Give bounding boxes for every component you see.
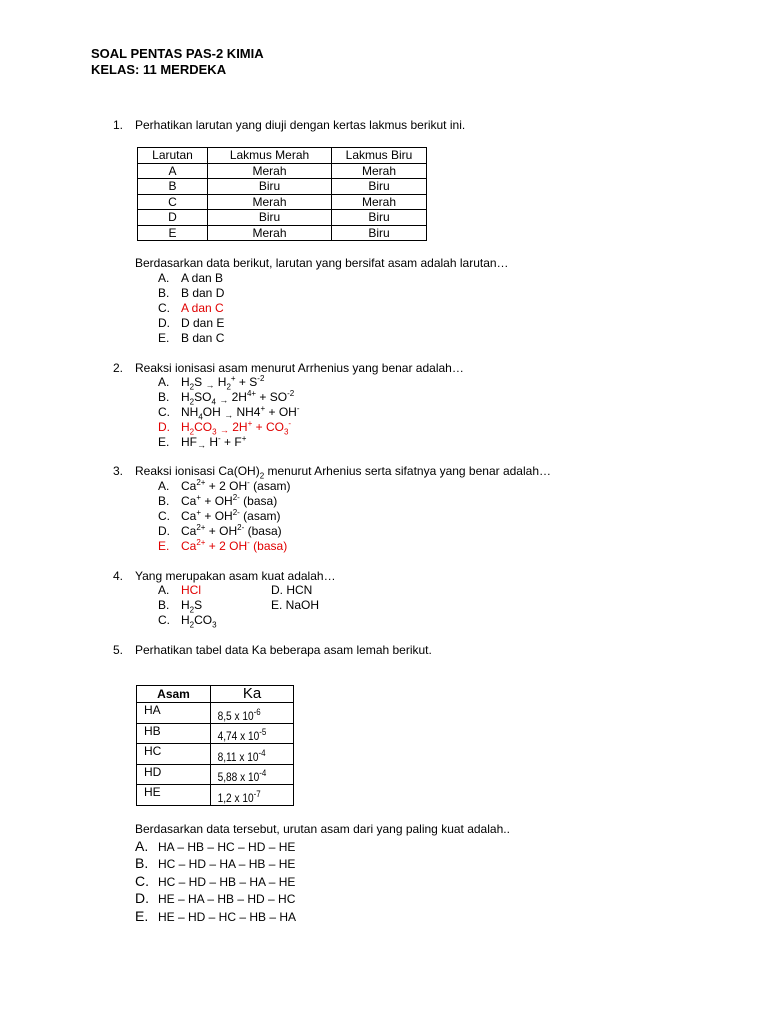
option-letter: A.: [158, 375, 170, 389]
option-letter: E.: [158, 331, 170, 345]
table-header: Lakmus Merah: [208, 148, 332, 164]
question-number: 2.: [113, 361, 124, 375]
litmus-table: [137, 147, 427, 241]
option-a: [0, 375, 768, 390]
ka-value: 8,11 x 10: [217, 751, 258, 764]
option-letter: C.: [158, 509, 170, 523]
table-cell: [211, 744, 284, 765]
table-cell: [211, 785, 284, 806]
table-row: [137, 703, 294, 724]
table-row: [137, 785, 294, 806]
option-c: [0, 509, 768, 524]
question-3: [0, 464, 768, 480]
option-equation: HF→ H- + F+: [181, 434, 247, 450]
question-text-part: menurut Arhenius serta sifatnya yang benar adalah…: [264, 464, 551, 478]
option-e: [0, 331, 768, 346]
table-cell: Biru: [332, 179, 427, 195]
option-equation: $Ca^+ + OH^{2-}$ (asam): [181, 508, 281, 523]
ka-exponent: -5: [258, 727, 266, 738]
option-b: [0, 390, 768, 405]
option-c: [0, 613, 768, 628]
option-text: $H_2CO_3$: [181, 613, 217, 630]
option-text: A dan B: [181, 271, 224, 285]
option-letter: A.: [158, 583, 170, 597]
option-text-part: H: [181, 613, 190, 627]
option-letter: A.: [135, 838, 149, 854]
table-header: Lakmus Biru: [332, 148, 427, 164]
option-text: HE – HD – HC – HB – HA: [158, 910, 297, 924]
table-row: [138, 163, 427, 179]
table-cell: Biru: [208, 210, 332, 226]
option-text: HE – HA – HB – HD – HC: [158, 892, 296, 906]
table-cell: B: [138, 179, 208, 195]
table-cell: A: [138, 163, 208, 179]
table-row: [138, 210, 427, 226]
table-cell: Merah: [332, 163, 427, 179]
option-c: [0, 405, 768, 420]
question-number: 3.: [113, 464, 124, 478]
question-5: [0, 643, 768, 659]
option-equation: $H_2SO_4 \to 2H^{4+} + SO^{-2}$: [181, 389, 295, 407]
table-header-row: [137, 686, 294, 703]
class-label: KELAS: 11 MERDEKA: [91, 62, 227, 77]
option-d: [0, 892, 768, 909]
ka-value: 5,88 x 10: [217, 772, 259, 784]
option-e: [0, 539, 768, 554]
option-text-answer: A dan C: [181, 301, 224, 315]
question-text: Yang merupakan asam kuat adalah…: [135, 569, 336, 583]
option-label: (asam): [253, 479, 291, 493]
table-cell: HA: [137, 703, 211, 724]
question-number: 1.: [113, 118, 124, 132]
option-a: [0, 583, 768, 598]
question-number: 5.: [113, 643, 124, 657]
table-cell: D: [138, 210, 208, 226]
option-b: [0, 286, 768, 301]
option-letter: B.: [135, 855, 149, 871]
option-letter: A.: [158, 271, 170, 285]
option-text: HA – HB – HC – HD – HE: [158, 840, 296, 854]
option-c: [0, 301, 768, 316]
option-letter: E.: [135, 908, 149, 924]
table-row: [137, 744, 294, 765]
option-e-text: E. NaOH: [271, 598, 320, 612]
option-a: [0, 479, 768, 494]
option-text-part: H: [181, 598, 190, 612]
table-header: Asam: [137, 686, 211, 703]
option-letter: D.: [158, 420, 170, 434]
option-letter: C.: [158, 405, 170, 419]
option-label: (basa): [253, 539, 288, 553]
option-letter: E.: [158, 539, 170, 553]
table-cell: HD: [137, 764, 211, 785]
option-letter: B.: [158, 598, 170, 612]
table-cell: HC: [137, 744, 211, 765]
table-cell: Biru: [332, 225, 427, 241]
option-letter: B.: [158, 390, 170, 404]
ka-value: 4,74 x 10: [217, 731, 259, 743]
option-d-text: D. HCN: [271, 583, 313, 597]
ka-value: 1,2 x 10: [217, 792, 254, 805]
ka-exponent: -7: [253, 788, 261, 799]
table-cell: E: [138, 225, 208, 241]
table-cell: Merah: [208, 163, 332, 179]
table-cell: [211, 703, 284, 724]
option-d: [0, 420, 768, 435]
table-row: [137, 723, 294, 744]
option-text: $H_2S$: [181, 598, 203, 615]
table-cell: Merah: [332, 194, 427, 210]
option-d: [0, 316, 768, 331]
question-text: Reaksi ionisasi asam menurut Arrhenius yang benar adalah…: [135, 361, 464, 375]
option-label: (asam): [243, 509, 281, 523]
table-cell: HE: [137, 785, 211, 806]
question-1: [0, 118, 768, 134]
table-cell: Biru: [332, 210, 427, 226]
option-e: [0, 435, 768, 450]
question-prompt: Berdasarkan data berikut, larutan yang bersifat asam adalah larutan…: [135, 256, 509, 270]
option-equation: $Ca^+ + OH^{2-}$ (basa): [181, 493, 278, 508]
ka-value: 8,5 x 10: [217, 710, 254, 723]
option-label: (basa): [247, 524, 282, 538]
option-letter: D.: [158, 524, 170, 538]
table-header: Larutan: [138, 148, 208, 164]
table-cell: Merah: [208, 194, 332, 210]
option-equation: $Ca^{2+} + 2$ OH- (asam): [181, 478, 291, 493]
question-text-part: Reaksi ionisasi Ca(OH): [135, 464, 260, 478]
option-c: [0, 875, 768, 892]
option-letter: D.: [135, 890, 149, 906]
option-letter: D.: [158, 316, 170, 330]
question-text: [135, 464, 551, 481]
table-row: [137, 764, 294, 785]
option-equation: $H_2S \to H_2^+ + S^{-2}$: [181, 374, 265, 392]
table-cell: Merah: [208, 225, 332, 241]
table-row: [138, 179, 427, 195]
document-title: SOAL PENTAS PAS-2 KIMIA: [91, 46, 264, 61]
option-letter: E.: [158, 435, 170, 449]
table-header-row: [138, 148, 427, 164]
question-text-sub: 2: [259, 471, 265, 481]
option-equation-answer: $Ca^{2+} + 2$ OH- (basa): [181, 538, 288, 553]
option-b: [0, 494, 768, 509]
option-letter: B.: [158, 286, 170, 300]
option-text-answer: HCl: [181, 583, 201, 597]
table-cell: [211, 723, 284, 744]
option-text: B dan C: [181, 331, 225, 345]
option-b: [0, 857, 768, 874]
option-d: [0, 524, 768, 539]
option-text: D dan E: [181, 316, 225, 330]
table-header: Ka: [211, 686, 294, 703]
option-label: (basa): [243, 494, 278, 508]
option-a: [0, 271, 768, 286]
question-text: Perhatikan larutan yang diuji dengan kertas lakmus berikut ini.: [135, 118, 466, 132]
option-a: [0, 840, 768, 857]
table-cell: Biru: [208, 179, 332, 195]
question-number: 4.: [113, 569, 124, 583]
table-row: [138, 194, 427, 210]
table-row: [138, 225, 427, 241]
option-text: HC – HD – HB – HA – HE: [158, 875, 296, 889]
option-equation: $Ca^{2+} + OH^{2-}$ (basa): [181, 523, 282, 538]
question-text: Perhatikan tabel data Ka beberapa asam lemah berikut.: [135, 643, 432, 657]
option-letter: C.: [158, 613, 170, 627]
table-cell: C: [138, 194, 208, 210]
ka-exponent: -4: [258, 768, 266, 779]
option-equation: $NH_4OH \to NH4^+ + OH^-$: [181, 404, 300, 422]
option-e: [0, 910, 768, 927]
table-cell: [211, 764, 284, 785]
option-letter: C.: [135, 873, 149, 889]
table-cell: HB: [137, 723, 211, 744]
option-text: HC – HD – HA – HB – HE: [158, 857, 296, 871]
option-letter: C.: [158, 301, 170, 315]
option-equation-answer: $H_2CO_3 \to 2H^+ + CO_3^-$: [181, 419, 292, 437]
ka-exponent: -6: [253, 706, 261, 717]
ka-table: [136, 685, 294, 806]
option-text: B dan D: [181, 286, 225, 300]
ka-exponent: -4: [257, 747, 266, 758]
option-letter: B.: [158, 494, 170, 508]
option-letter: A.: [158, 479, 170, 493]
option-b: [0, 598, 768, 613]
question-prompt: Berdasarkan data tersebut, urutan asam dari yang paling kuat adalah..: [135, 822, 510, 836]
